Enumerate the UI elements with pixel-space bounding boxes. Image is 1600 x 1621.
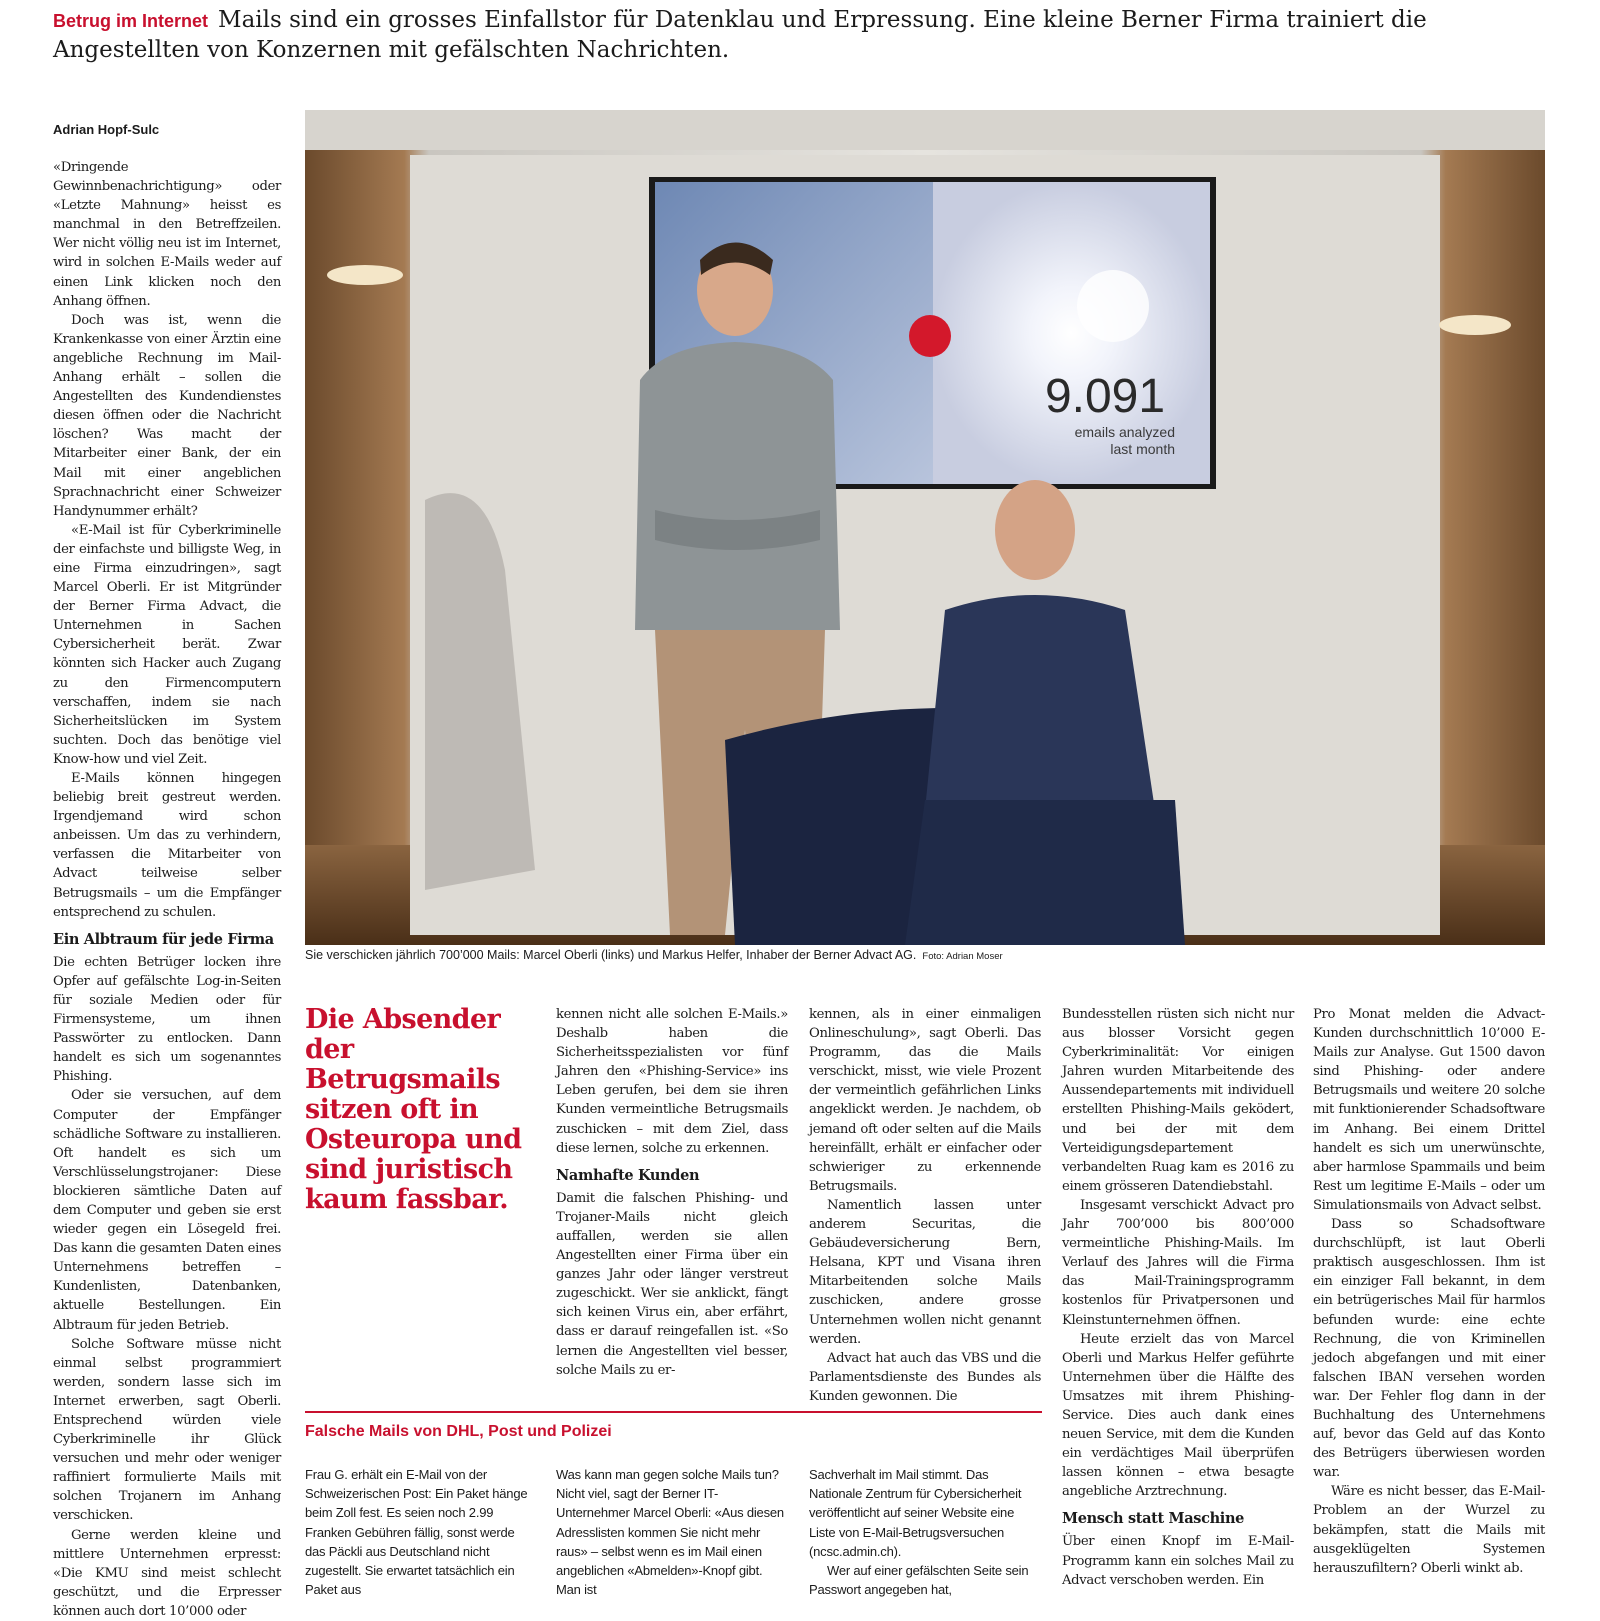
box-column-1 xyxy=(305,1465,537,1600)
paragraph: Advact hat auch das VBS und die Parlamentsdienste des Bundes als Kunden gewonnen. Die xyxy=(809,1350,1041,1404)
photo-caption xyxy=(305,948,1003,962)
box-title: Falsche Mails von DHL, Post und Polizei xyxy=(305,1423,612,1440)
paragraph: Sachverhalt im Mail stimmt. Das Nationale Zentrum für Cybersicherheit veröffentlicht auf seiner Website eine Liste von E-Mail-Betrugsversuchen (ncsc.admin.ch). xyxy=(809,1467,1022,1559)
paragraph: Pro Monat melden die Advact-Kunden durchschnittlich 10’000 E-Mails zur Analyse. Gut 1500 davon sind Phishing- oder andere Betrugsmails und weitere 20 solche mit funktionierender Schadsoftware im Anhang. Bei einem Drittel handelt es sich um unerwünschte, aber harmlose Spammails und beim Rest um legitime E-Mails – oder um Simulationsmails von Advact selbst. xyxy=(1313,1007,1545,1213)
paragraph: Was kann man gegen solche Mails tun? Nicht viel, sagt der Berner IT-Unternehmer Marcel Oberli: «Aus diesen Adresslisten kommen Sie nicht mehr raus» – selbst wenn es im Mail einen angeblichen «Abmelden»-Knopf gibt. Man ist xyxy=(556,1467,784,1598)
paragraph: «Dringende Gewinnbenachrichtigung» oder «Letzte Mahnung» heisst es manchmal in den Betreffzeilen. Wer nicht völlig neu ist im Internet, wird in solchen E-Mails weder auf einen Link klicken noch den Anhang öffnen. xyxy=(53,160,281,309)
column-4 xyxy=(809,1005,1041,1404)
paragraph: E-Mails können hingegen beliebig breit gestreut werden. Irgendjemand wird schon anbeissen. Um das zu verhindern, verfassen die Mitarbeiter von Advact teilweise selber Betrugsmails – um die Empfänger entsprechend zu schulen. xyxy=(53,771,281,920)
byline: Adrian Hopf-Sulc xyxy=(53,122,160,137)
lead-text: Mails sind ein grosses Einfallstor für Datenklau und Erpressung. Eine kleine Berner Firma trainiert die Angestellten von Konzernen mit gefälschten Nachrichten. xyxy=(53,7,1427,63)
kicker: Betrug im Internet xyxy=(53,11,209,31)
paragraph: Wäre es nicht besser, das E-Mail-Problem an der Wurzel zu bekämpfen, statt die Mails mit ausgeklügelten Systemen herauszufiltern? Oberli winkt ab. xyxy=(1313,1484,1545,1576)
paragraph: Solche Software müsse nicht einmal selbst programmiert werden, sondern lasse sich im Internet erwerben, sagt Oberli. Entsprechend würden viele Cyberkriminelle ihr Glück versuchen und mehr oder weniger raffiniert formulierte Mails mit solchen Trojanern im Anhang verschicken. xyxy=(53,1336,281,1524)
paragraph: Gerne werden kleine und mittlere Unternehmen erpresst: «Die KMU sind meist schlecht geschützt, und die Erpresser können auch dort 10’000 oder xyxy=(53,1527,281,1619)
paragraph: Bundesstellen rüsten sich nicht nur aus blosser Vorsicht gegen Cyberkriminalität: Vor einigen Jahren wurden Mitarbeitende des Aussendepartements mit individuell erstellten Phishing-Mails geködert, und bei der mit dem Verteidigungsdepartement verbandelten Ruag kam es 2016 zu einem grösseren Datendiebstahl. xyxy=(1062,1007,1294,1194)
caption-text: Sie verschicken jährlich 700’000 Mails: Marcel Oberli (links) und Markus Helfer, Inhaber der Berner Advact AG. xyxy=(305,948,917,962)
column-3 xyxy=(556,1005,788,1395)
paragraph: Damit die falschen Phishing- und Trojaner-Mails nicht gleich auffallen, werden sie allen Angestellten einer Firma über ein ganzes Jahr oder länger verstreut zugeschickt. Wer sie anklickt, fängt sich keinen Virus ein, aber erfährt, dass er darauf reingefallen ist. «So lernen die Angestellten viel besser, solche Mails zu er- xyxy=(556,1190,788,1378)
subheading: Mensch statt Maschine xyxy=(1062,1510,1245,1528)
paragraph: Dass so Schadsoftware durchschlüpft, ist laut Oberli praktisch ausgeschlossen. Ihm ist ein einziger Fall bekannt, in dem ein betrügerisches Mail für harmlos befunden wurde: eine echte Rechnung, die von Kriminellen jedoch abgefangen und mit einer falschen IBAN versehen worden war. Der Fehler flog dann in der Buchhaltung des Unternehmens auf, bevor das Geld auf das Konto des Betrügers überwiesen worden war. xyxy=(1313,1217,1545,1481)
paragraph: «E-Mail ist für Cyberkriminelle der einfachste und billigste Weg, in eine Firma einzudringen», sagt Marcel Oberli. Er ist Mitgründer der Berner Firma Advact, die Unternehmen in Sachen Cybersicherheit berät. Zwar könnten sich Hacker auch Zugang zu den Firmencomputern verschaffen, indem sie nach Sicherheitslücken im System suchten. Doch das benötige viel Know-how und viel Zeit. xyxy=(53,522,281,767)
column-1 xyxy=(53,158,282,1619)
article-photo xyxy=(305,110,1545,945)
article-header xyxy=(53,6,1553,65)
paragraph: Insgesamt verschickt Advact pro Jahr 700’000 bis 800’000 vermeintliche Phishing-Mails. Im Verlauf des Jahres will die Firma das Mail-Trainingsprogramm kostenlos für Privatpersonen und Kleinstunternehmen öffnen. xyxy=(1062,1197,1294,1328)
screen-label-2: last month xyxy=(1110,441,1175,457)
paragraph: Die echten Betrüger locken ihre Opfer auf gefälschte Log-in-Seiten für soziale Medien oder für Firmensysteme, um ihnen Passwörter zu entlocken. Dann handelt es sich um sogenanntes Phishing. xyxy=(53,954,281,1085)
screen-number: 9.091 xyxy=(1044,370,1166,423)
paragraph: Doch was ist, wenn die Krankenkasse von einer Ärztin eine angebliche Rechnung im Mail-Anhang erhält – sollen die Angestellten des Kundendienstes diesen öffnen oder die Nachricht löschen? Was macht der Mitarbeiter einer Bank, der ein Mail mit einer angeblichen Sprachnachricht einer Schweizer Handynummer erhält? xyxy=(53,312,281,519)
subheading: Ein Albtraum für jede Firma xyxy=(53,930,274,948)
paragraph: Heute erzielt das von Marcel Oberli und Markus Helfer geführte Unternehmen über die Hälfte des Umsatzes mit ihrem Phishing-Service. Dies auch dank eines neuen Service, mit dem die Kunden ein verdächtiges Mail überprüfen lassen können – etwa besagte angebliche Arztrechnung. xyxy=(1062,1331,1294,1500)
column-6 xyxy=(1313,1005,1545,1600)
paragraph: Frau G. erhält ein E-Mail von der Schweizerischen Post: Ein Paket hänge beim Zoll fest. Es seien noch 2.99 Franken Gebühren fällig, sonst werde das Päckli aus Deutschland nicht zugestellt. Sie erwartet tatsächlich ein Paket aus xyxy=(305,1467,528,1598)
subheading: Namhafte Kunden xyxy=(556,1166,700,1184)
photo-credit: Foto: Adrian Moser xyxy=(922,951,1003,962)
box-column-2 xyxy=(556,1465,788,1600)
paragraph: Namentlich lassen unter anderem Securitas, die Gebäudeversicherung Bern, Helsana, KPT und Visana ihren Mitarbeitenden solche Mails zuschicken, andere grosse Unternehmen wollen nicht genannt werden. xyxy=(809,1197,1041,1347)
paragraph: Oder sie versuchen, auf dem Computer der Empfänger schädliche Software zu installieren. Oft handelt es sich um Verschlüsselungstrojaner: Diese blockieren sämtliche Daten auf dem Computer und geben sie erst wieder gegen ein Lösegeld frei. Das kann die gesamten Daten eines Unternehmens betreffen – Kundenlisten, Datenbanken, aktuelle Bestellungen. Ein Albtraum für jeden Betrieb. xyxy=(53,1088,282,1333)
box-rule xyxy=(305,1411,1042,1413)
screen-label-1: emails analyzed xyxy=(1074,424,1175,440)
column-5 xyxy=(1062,1005,1294,1600)
paragraph: Wer auf einer gefälschten Seite sein Passwort angegeben hat, xyxy=(809,1563,1029,1598)
paragraph: kennen, als in einer einmaligen Onlineschulung», sagt Oberli. Das Programm, das die Mails verschickt, misst, wie viele Prozent der vermeintlich gefährlichen Links angeklickt werden. Je nachdem, ob jemand oft oder selten auf die Mails hereinfällt, erhält er einfacher oder schwieriger zu erkennende Betrugsmails. xyxy=(809,1007,1041,1194)
box-column-3 xyxy=(809,1465,1041,1600)
paragraph: Über einen Knopf im E-Mail-Programm kann ein solches Mail zu Advact verschoben werden. Ein xyxy=(1062,1534,1294,1588)
paragraph: kennen nicht alle solchen E-Mails.» Deshalb haben die Sicherheitsspezialisten vor fünf Jahren den «Phishing-Service» ins Leben gerufen, bei dem sie ihren Kunden vermeintliche Betrugsmails zuschicken – mit dem Ziel, dass diese lernen, solche zu erkennen. xyxy=(556,1007,788,1156)
pull-quote: Die Absender der Betrugsmails sitzen oft in Osteuropa und sind juristisch kaum fassbar. xyxy=(305,1004,522,1215)
